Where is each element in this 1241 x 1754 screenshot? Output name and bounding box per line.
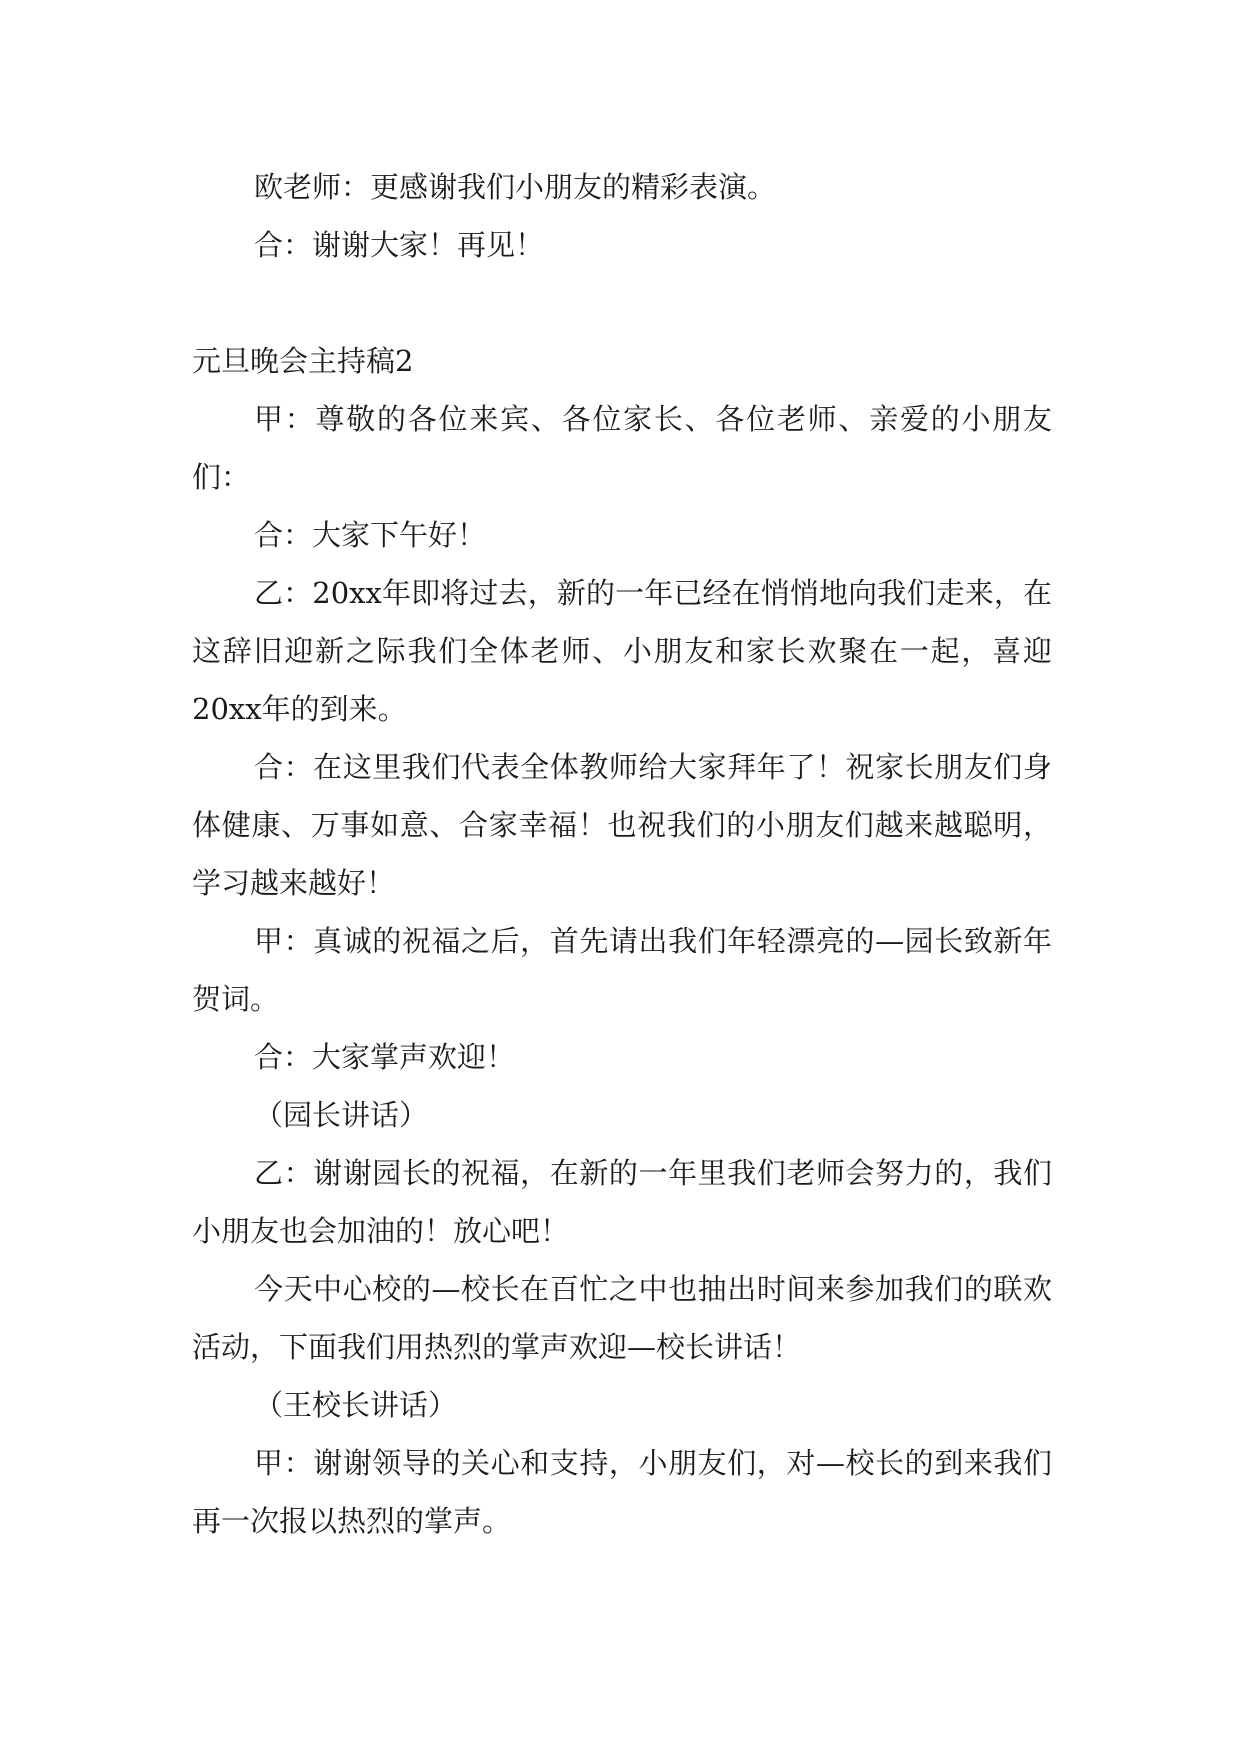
paragraph-11: 甲：谢谢领导的关心和支持，小朋友们，对—校长的到来我们再一次报以热烈的掌声。 [192, 1446, 1052, 1538]
section-spacer [192, 274, 1052, 332]
paragraph-ou-teacher: 欧老师：更感谢我们小朋友的精彩表演。 [254, 170, 777, 204]
paragraph-3: 乙：20xx年即将过去，新的一年已经在悄悄地向我们走来，在这辞旧迎新之际我们全体老师、小朋友和家长欢聚在一起，喜迎20xx年的到来。 [192, 576, 1052, 726]
paragraph-1: 甲：尊敬的各位来宾、各位家长、各位老师、亲爱的小朋友们： [192, 402, 1052, 494]
paragraph-6: 合：大家掌声欢迎！ [254, 1040, 516, 1074]
paragraph-2: 合：大家下午好！ [254, 518, 487, 552]
paragraph-10: （王校长讲话） [254, 1388, 458, 1422]
paragraph-9: 今天中心校的—校长在百忙之中也抽出时间来参加我们的联欢活动，下面我们用热烈的掌声欢迎—校长讲话！ [192, 1272, 1052, 1364]
paragraph-4: 合：在这里我们代表全体教师给大家拜年了！祝家长朋友们身体健康、万事如意、合家幸福！也祝我们的小朋友们越来越聪明，学习越来越好！ [192, 750, 1052, 900]
section-title: 元旦晚会主持稿2 [192, 344, 414, 378]
paragraph-5: 甲：真诚的祝福之后，首先请出我们年轻漂亮的—园长致新年贺词。 [192, 924, 1052, 1016]
paragraph-7: （园长讲话） [254, 1098, 429, 1132]
document-page [192, 158, 1052, 1550]
paragraph-together-goodbye: 合：谢谢大家！再见！ [254, 228, 545, 262]
paragraph-8: 乙：谢谢园长的祝福，在新的一年里我们老师会努力的，我们小朋友也会加油的！放心吧！ [192, 1156, 1052, 1248]
